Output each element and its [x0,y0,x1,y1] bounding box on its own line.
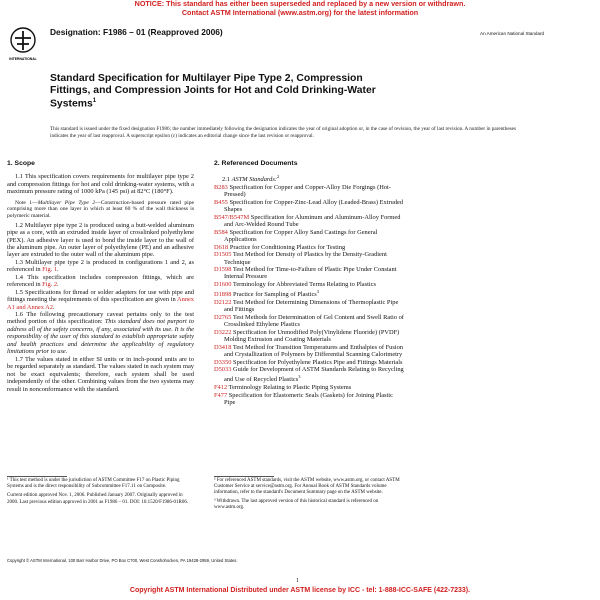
reference-code-link[interactable]: F412 [214,384,228,392]
reference-item [214,251,404,266]
reference-item [214,366,404,384]
refs-sub-title: ASTM Standards: [231,176,277,184]
withdrawn-notice [0,0,600,17]
footnote-3: ³ Withdrawn. The last approved version of this historical standard is referenced on www.astm.org. [214,498,379,510]
title-text: Standard Specification for Multilayer Pipe Type 2, Compression Fittings, and Compression Joints for Hot and Cold Drinking-Water Systems [50,73,376,110]
designation: Designation: F1986 – 01 (Reapproved 2006) [50,27,223,37]
fig-1-link[interactable]: Fig. 1 [42,266,58,274]
reference-item [214,229,404,244]
scope-1-2: 1.2 Multilayer pipe type 2 is produced using a butt-welded aluminum pipe as a core, with an extruded inside layer of crosslinked polyethylene (PEX). An adhesive layer is used to bond the inside layer to the wall of the aluminum pipe. An outer layer of polyethylene (PE) and an adhesive layer are extruded to the outer wall of the aluminum pipe. [7,221,194,259]
reference-title: Specification for Elastomeric Seals (Gaskets) for Joining Plastic Pipe [224,391,393,406]
copyright-line: Copyright © ASTM International, 100 Barr Harbor Drive, PO Box C700, West Conshohocken, PA 19428-2959, United States. [7,558,238,563]
scope-1-7: 1.7 The values stated in either SI units or in inch-pound units are to be regarded separately as standard. The values stated in each system may not be exact equivalents; therefore, each system shall be used independently of the other. Combining values from the two systems may result in nonconformance with the standard. [7,355,194,393]
reference-item [214,344,404,359]
note-1 [7,200,194,220]
reference-item [214,266,404,281]
reference-item [214,184,404,199]
scope-heading: 1. Scope [7,160,35,167]
logo-text: INTERNATIONAL [9,57,37,61]
scope-1-5: 1.5 Specifications for thread or solder adapters for use with pipe and fittings meeting the requirements of this specification are given in Annex A1 and Annex A2. [7,288,194,311]
notice-line-2: Contact ASTM International (www.astm.org) for the latest information [181,7,419,17]
reference-item [214,299,404,314]
reference-title: Test Methods for Determination of Gel Content and Swell Ratio of Crosslinked Ethylene Plastics [224,313,404,329]
reference-item [214,199,404,214]
reference-list [214,184,404,406]
footnote-2: ² For referenced ASTM standards, visit the ASTM website, www.astm.org, or contact ASTM Customer Service at service@astm.org. For Annual Book of ASTM Standards volume information, refer to the standard's Document Summary page on the ASTM website. [214,478,400,496]
license-notice: Copyright ASTM International Distributed under ASTM license by ICC - tel: 1-888-ICC-SAFE (422-7233). [129,587,471,594]
reference-title: Practice for Conditioning Plastics for Testing [229,243,346,251]
reference-item [214,214,404,229]
reference-code-link[interactable]: F477 [214,391,228,399]
reference-code-link[interactable]: D3418 [214,343,232,351]
note-label: Note 1— [15,199,38,206]
safety-caveat: This standard does not purport to address all of the safety concerns, if any, associated with its use. It is the responsibility of the user of this standard to establish appropriate safety and health practices and determine the applicability of regulatory limitations prior to use. [7,318,194,356]
reference-code-link[interactable]: B547/B547M [214,213,250,221]
scope-1-3: 1.3 Multilayer pipe type 2 is produced in configurations 1 and 2, as referenced in Fig. 1. [7,258,194,274]
reference-code-link[interactable]: D1598 [214,266,232,274]
american-national-standard: An American National Standard [480,31,545,36]
refs-sub-footnote: 2 [276,174,280,180]
annex-link[interactable]: Annex A1 and Annex A2 [7,296,194,311]
reference-title: Specification for Polyethylene Plastics Pipe and Fittings Materials [233,358,403,366]
reference-item [214,329,404,344]
issuance-note: This standard is issued under the fixed designation F1986; the number immediately following the designation indicates the year of original adoption or, in the case of revision, the year of last revision. A number in parentheses indicates the year of last reapproval. A superscript epsilon (ε) indicates an editorial change since the last revision or reapproval. [50,126,516,139]
scope-1-4-text: 1.4 This specification includes compression fittings, which are referenced in [7,273,194,289]
reference-code-link[interactable]: D3222 [214,328,232,336]
referenced-documents-column [214,160,404,406]
reference-title: Specification for Aluminum and Aluminum-Alloy Formed and Arc-Welded Round Tube [224,213,401,229]
withdrawn-footnote-mark: 3 [316,289,320,295]
refs-heading: 2. Referenced Documents [214,160,298,167]
reference-title: Guide for Development of ASTM Standards Relating to Recycling and Use of Recycled Plastics [224,366,404,384]
reference-item [214,359,404,366]
reference-title: Specification for Unmodified Poly(Vinylidene Fluoride) (PVDF) Molding Extrusion and Coating Materials [224,328,400,344]
page-number: 1 [296,578,299,584]
title-footnote-mark: 1 [92,98,97,105]
footnote-rule-right [214,476,274,477]
reference-item [214,281,404,288]
reference-code-link[interactable]: D5033 [214,366,232,374]
reference-title: Test Method for Transition Temperatures and Enthalpies of Fusion and Crystallization of Polymers by Differential Scanning Calorimetry [224,343,403,359]
reference-code-link[interactable]: D3350 [214,358,232,366]
refs-sub-number: 2.1 [222,176,232,184]
reference-item [214,314,404,329]
reference-item [214,244,404,251]
reference-title: Terminology for Abbreviated Terms Relating to Plastics [232,280,376,288]
reference-item [214,392,404,407]
reference-code-link[interactable]: D1600 [214,280,232,288]
reference-title: Specification for Copper Alloy Sand Castings for General Applications [224,228,378,244]
note-term: Multilayer Pipe Type 2 [37,199,96,206]
scope-1-1: 1.1 This specification covers requirements for multilayer pipe type 2 and compression fittings for hot and cold drinking-water systems, with a maximum pressure rating of 1000 kPa (145 psi) at 82°C (180°F). [7,173,194,196]
reference-title: Test Method for Time-to-Failure of Plastic Pipe Under Constant Internal Pressure [224,266,397,281]
footnote-edition: Current edition approved Nov. 1, 2006. Published January 2007. Originally approved in 2000. Last previous edition approved in 2001 as F1986 – 01. DOI: 10.1520/F1986-01R06. [7,493,189,505]
reference-code-link[interactable]: D1898 [214,291,232,299]
reference-item [214,288,404,299]
page-title [50,73,380,110]
reference-title: Practice for Sampling of Plastics [233,291,317,299]
reference-code-link[interactable]: B283 [214,184,228,192]
footnotes-right [214,478,404,511]
notice-line-1: NOTICE: This standard has either been superseded and replaced by a new version or withdrawn. [134,0,466,8]
reference-code-link[interactable]: D618 [214,243,229,251]
scope-1-3-text: 1.3 Multilayer pipe type 2 is produced in configurations 1 and 2, as referenced in [7,258,194,274]
scope-1-4: 1.4 This specification includes compression fittings, which are referenced in Fig. 2. [7,273,194,289]
withdrawn-footnote-mark: 3 [298,374,301,380]
reference-item [214,384,404,391]
reference-code-link[interactable]: D2122 [214,298,232,306]
scope-column [7,160,194,393]
footnote-1: ¹ This test method is under the jurisdiction of ASTM Committee F17 on Plastic Piping Systems and is the direct responsibility of Subcommittee F17.11 on Composite. [7,478,180,490]
reference-code-link[interactable]: D1505 [214,251,232,259]
reference-code-link[interactable]: B584 [214,228,228,236]
reference-title: Test Method for Determining Dimensions of Thermoplastic Pipe and Fittings [224,298,399,314]
astm-standards-subheading [214,173,404,184]
reference-code-link[interactable]: D2765 [214,313,232,321]
reference-title: Specification for Copper-Zinc-Lead Alloy (Leaded-Brass) Extruded Shapes [224,198,404,214]
reference-title: Test Method for Density of Plastics by the Density-Gradient Technique [224,251,387,266]
note-text: —Construction-based pressure rated pipe comprising more than one layer in which at least 60 % of the wall thickness is polymeric material. [7,199,194,219]
footnote-rule-left [7,476,67,477]
reference-title: Terminology Relating to Plastic Piping Systems [228,384,352,392]
reference-title: Specification for Copper and Copper-Alloy Die Forgings (Hot-Pressed) [224,184,391,199]
reference-code-link[interactable]: B455 [214,198,228,206]
fig-2-link[interactable]: Fig. 2 [42,281,58,289]
scope-1-6-text: 1.6 The following precautionary caveat pertains only to the test method portion of this specification: [7,311,194,326]
scope-1-5-text: 1.5 Specifications for thread or solder adapters for use with pipe and fittings meeting the requirements of this specification are given in [7,288,194,304]
scope-1-6 [7,311,194,356]
astm-logo [8,26,38,62]
footnotes-left [7,478,194,506]
